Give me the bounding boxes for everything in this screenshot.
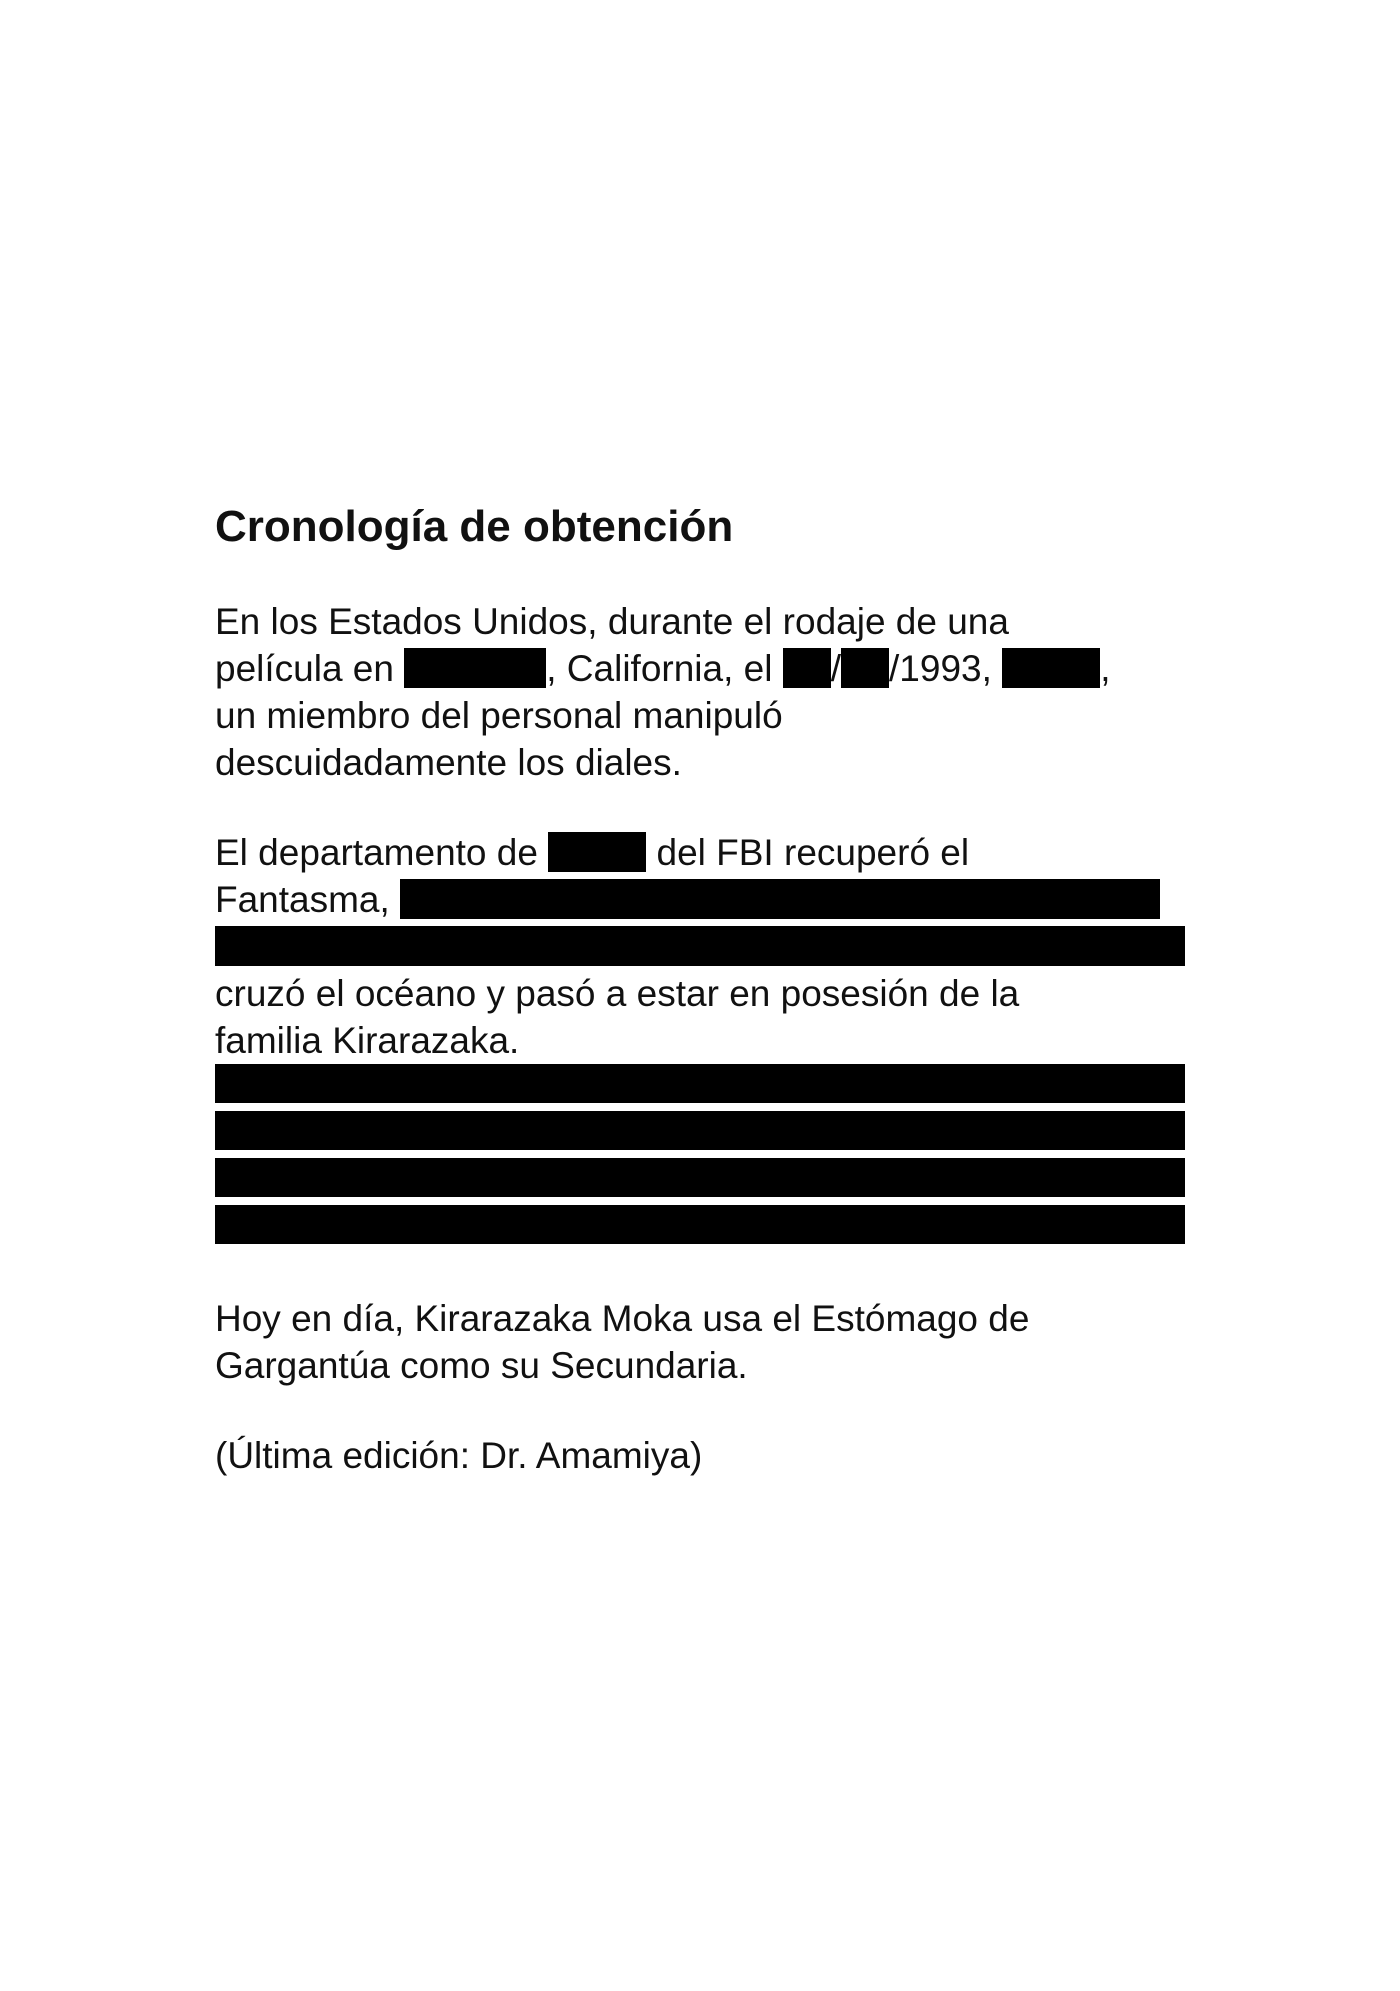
redaction-bar xyxy=(215,1205,1185,1244)
paragraph-recovery xyxy=(215,829,1195,1064)
redaction-bar xyxy=(783,648,831,688)
text-line: Gargantúa como su Secundaria. xyxy=(215,1345,748,1386)
document-body xyxy=(215,495,1195,1479)
redaction-bar xyxy=(404,648,546,688)
text-line xyxy=(215,829,1195,876)
text-line xyxy=(215,645,1195,692)
redaction-bar xyxy=(841,648,889,688)
text-line: un miembro del personal manipuló xyxy=(215,695,783,736)
redaction-bar xyxy=(215,1064,1185,1103)
text-fragment: / xyxy=(830,648,842,689)
redacted-line xyxy=(215,923,1195,970)
text-line: En los Estados Unidos, durante el rodaje de una xyxy=(215,601,1009,642)
text-fragment: El departamento de xyxy=(215,832,549,873)
edit-footer xyxy=(215,1432,1195,1479)
text-fragment: , California, el xyxy=(546,648,783,689)
text-fragment: del FBI recuperó el xyxy=(646,832,970,873)
redaction-bar xyxy=(215,1158,1185,1197)
text-fragment: película en xyxy=(215,648,405,689)
paragraph-incident xyxy=(215,598,1195,786)
text-line: descuidadamente los diales. xyxy=(215,742,682,783)
text-line: cruzó el océano y pasó a estar en posesión de la xyxy=(215,973,1020,1014)
text-line: familia Kirarazaka. xyxy=(215,1020,520,1061)
last-edit-note: (Última edición: Dr. Amamiya) xyxy=(215,1435,703,1476)
paragraph-current-status xyxy=(215,1295,1195,1389)
redaction-bar xyxy=(1002,648,1100,688)
text-fragment: Fantasma, xyxy=(215,879,401,920)
redaction-bar xyxy=(215,926,1185,966)
redacted-block xyxy=(215,1064,1195,1244)
document-title: Cronología de obtención xyxy=(215,502,734,551)
text-line xyxy=(215,876,1195,923)
redaction-bar xyxy=(400,879,1160,919)
text-fragment: /1993, xyxy=(889,648,1003,689)
text-line: Hoy en día, Kirarazaka Moka usa el Estómago de xyxy=(215,1298,1030,1339)
redaction-bar xyxy=(215,1111,1185,1150)
redaction-bar xyxy=(548,832,646,872)
text-fragment: , xyxy=(1100,648,1111,689)
